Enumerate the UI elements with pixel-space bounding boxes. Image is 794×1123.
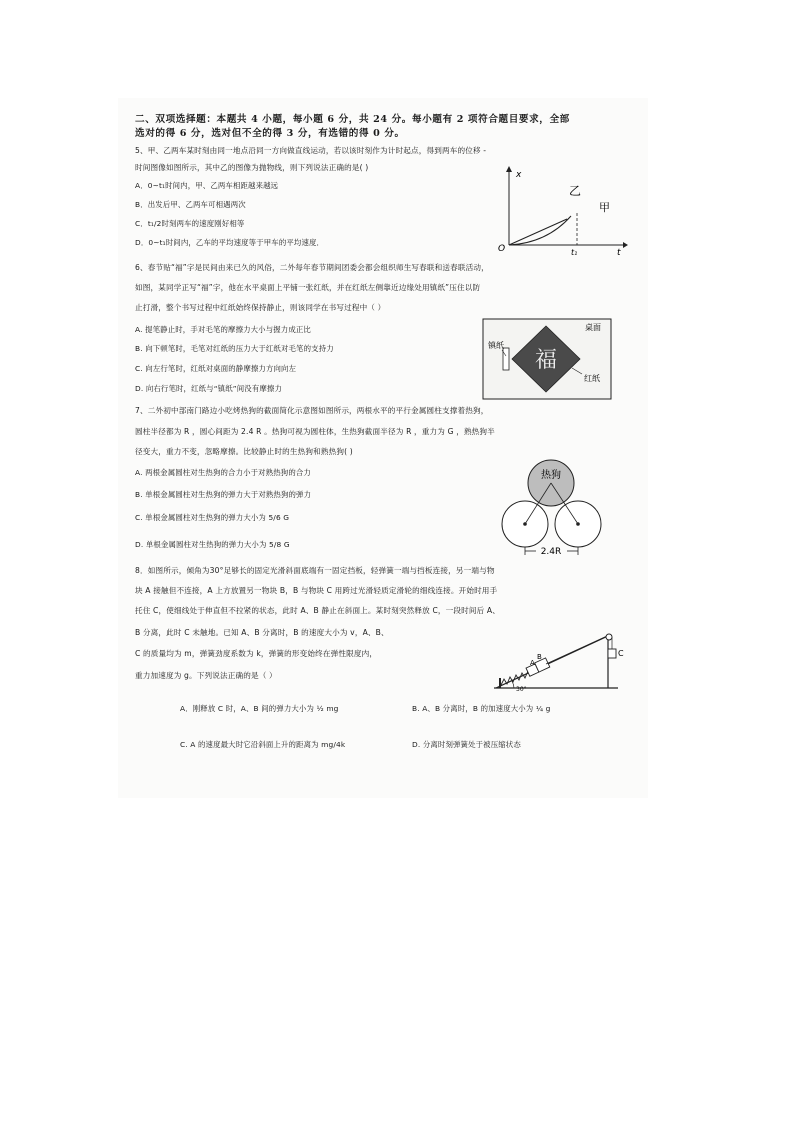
- left-center-dot: [523, 522, 527, 526]
- block-c-label: C: [618, 649, 624, 658]
- q8-stem-line1: 8．如图所示，倾角为30°足够长的固定光滑斜面底端有一固定挡板，轻弹簧一端与挡板连接，另一端与物: [135, 566, 495, 575]
- q7-hotdog-figure: [495, 455, 610, 560]
- q7-stem-line1: 7、二外初中部南门路边小吃烤热狗的截面简化示意图如图所示，两根水平的平行金属圆柱支撑着热狗，: [135, 406, 489, 415]
- paperweight: [503, 348, 509, 370]
- pulley: [606, 634, 612, 640]
- desk-label: 桌面: [585, 323, 601, 332]
- block-a-label: A: [530, 659, 535, 667]
- q5-option-b: B．出发后甲、乙两车可相遇两次: [135, 200, 246, 209]
- q6-option-a: A. 提笔静止时，手对毛笔的摩擦力大小与握力成正比: [135, 325, 311, 334]
- curve-jia-label: 甲: [599, 201, 610, 214]
- x-axis-arrow: [506, 166, 512, 172]
- q5-option-c: C．t₁/2时刻两车的速度刚好相等: [135, 219, 245, 228]
- q8-stem-line2: 块 A 接触但不连接，A 上方放置另一物块 B，B 与物块 C 用跨过光滑轻质定滑轮的细线连接。开始时用手: [135, 586, 498, 595]
- incline-surface: [496, 636, 608, 688]
- q8-option-d: D. 分离时刻弹簧处于被压缩状态: [412, 740, 521, 749]
- origin-label: O: [498, 244, 506, 254]
- spacing-label: 2.4R: [540, 547, 562, 557]
- q8-stem-line5: C 的质量均为 m，弹簧劲度系数为 k，弹簧的形变始终在弹性限度内，: [135, 649, 378, 658]
- q5-stem-line2: 时间图像如图所示，其中乙的图像为抛物线，则下列说法正确的是( ): [135, 163, 369, 172]
- q7-option-a: A. 两根金属圆柱对生热狗的合力小于对熟热狗的合力: [135, 468, 311, 477]
- q7-option-d: D. 单根金属圆柱对生热狗的弹力大小为 5/8 G: [135, 540, 290, 549]
- x-axis-label: x: [516, 170, 522, 180]
- q8-option-a: A．刚释放 C 时，A、B 间的弹力大小为 ½ mg: [180, 704, 339, 713]
- paper-label: 红纸: [584, 374, 600, 383]
- q6-option-b: B. 向下顿笔时，毛笔对红纸的压力大于红纸对毛笔的支持力: [135, 344, 334, 353]
- q8-option-c: C. A 的速度最大时它沿斜面上升的距离为 mg/4k: [180, 740, 346, 749]
- spring: [501, 671, 528, 685]
- q6-stem-line3: 止打滑，整个书写过程中红纸始终保持静止，则该同学在书写过程中（ ）: [135, 303, 386, 312]
- weight-label: 镇纸: [488, 341, 504, 350]
- t-axis-arrow: [623, 242, 628, 248]
- q7-stem-line3: 径变大，重力不变，忽略摩擦。比较静止时的生热狗和熟热狗( ): [135, 447, 353, 456]
- q5-option-a: A．0~t₁时间内，甲、乙两车相距越来越远: [135, 181, 279, 190]
- q5-stem-line1: 5、甲、乙两车某时刻由同一地点沿同一方向做直线运动，若以该时刻作为计时起点，得到两车的位移 -: [135, 146, 487, 155]
- angle-label: 30°: [516, 686, 527, 693]
- q7-option-b: B. 单根金属圆柱对生热狗的弹力大于对熟热狗的弹力: [135, 490, 312, 499]
- string: [546, 636, 607, 664]
- q7-stem-line2: 圆柱半径都为 R ，圆心间距为 2.4 R 。热狗可视为圆柱体，生热狗截面半径为 R ，重力为 G ，熟热狗半: [135, 427, 495, 436]
- q8-incline-figure: [490, 628, 630, 693]
- t1-tick-label: t₁: [571, 248, 578, 257]
- q8-stem-line4: B 分离，此时 C 未触地。已知 A、B 分离时，B 的速度大小为 v，A、B、: [135, 628, 389, 637]
- t-axis-label: t: [617, 248, 621, 258]
- q8-stem-line6: 重力加速度为 g。下列说法正确的是（ ）: [135, 671, 277, 680]
- hotdog-label: 热狗: [541, 470, 561, 481]
- q6-fu-figure: [482, 318, 612, 400]
- q6-stem-line1: 6、春节贴“福”字是民间由来已久的风俗，二外每年春节期间团委会都会组织师生写春联和送春联活动，: [135, 263, 489, 272]
- line-jia: [509, 219, 567, 245]
- q6-stem-line2: 如图，某同学正写“福”字，他在水平桌面上平铺一张红纸，并在红纸左侧靠近边缘处用镇纸”压住以防: [135, 283, 481, 292]
- curve-yi-label: 乙: [569, 184, 582, 198]
- section-heading-line1: 二、双项选择题：本题共 4 小题，每小题 6 分，共 24 分。每小题有 2 项符合题目要求，全部: [135, 114, 570, 125]
- q6-option-d: D. 向右行笔时，红纸与“镇纸”间没有摩擦力: [135, 384, 282, 393]
- right-center-dot: [576, 522, 580, 526]
- q6-option-c: C. 向左行笔时，红纸对桌面的静摩擦力方向向左: [135, 364, 297, 373]
- q5-xt-graph: [495, 163, 630, 258]
- q8-option-b: B. A、B 分离时，B 的加速度大小为 ¼ g: [412, 704, 551, 713]
- q5-option-d: D．0~t₁时间内，乙车的平均速度等于甲车的平均速度．: [135, 238, 325, 247]
- section-heading-line2: 选对的得 6 分，选对但不全的得 3 分，有选错的得 0 分。: [135, 128, 405, 139]
- block-b-label: B: [537, 653, 542, 661]
- fu-character: 福: [534, 348, 558, 373]
- block-c: [608, 649, 616, 658]
- q8-stem-line3: 托住 C，使细线处于伸直但不拉紧的状态，此时 A、B 静止在斜面上。某时刻突然释放 C，一段时间后 A、: [135, 606, 501, 615]
- q7-option-c: C. 单根金属圆柱对生热狗的弹力大小为 5/6 G: [135, 513, 290, 522]
